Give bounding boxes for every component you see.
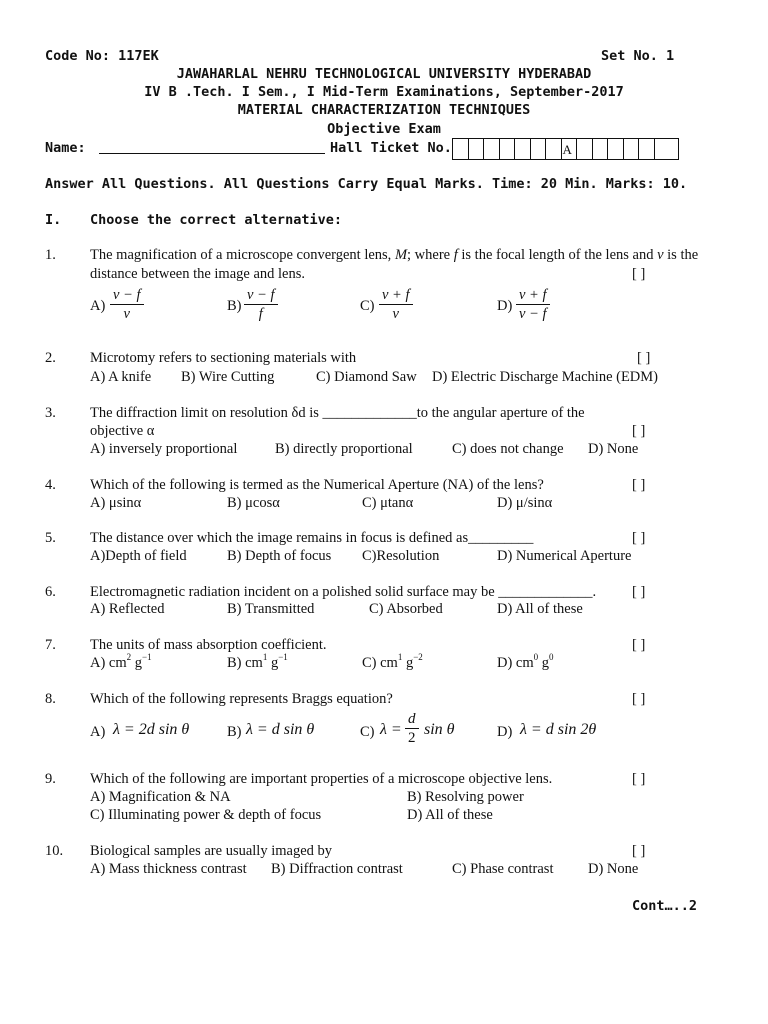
option-fraction: v − f v <box>110 286 144 323</box>
option-fraction: v + f v <box>379 286 413 323</box>
option: D) All of these <box>497 601 583 617</box>
hall-ticket-cell <box>515 139 531 159</box>
option: D) None <box>588 861 639 877</box>
option: A)Depth of field <box>90 548 187 564</box>
option-fraction: d 2 <box>405 710 419 747</box>
option: A) Reflected <box>90 601 165 617</box>
name-label: Name: <box>45 140 86 156</box>
option-label: C) <box>360 298 375 314</box>
option-equation: λ = 2d sin θ <box>113 721 190 738</box>
option-label: A) <box>90 298 106 314</box>
question-number: 8. <box>45 691 56 707</box>
subject-title: MATERIAL CHARACTERIZATION TECHNIQUES <box>237 102 531 118</box>
option: D) Numerical Aperture <box>497 548 632 564</box>
option: A) μsinα <box>90 495 142 511</box>
option: A) inversely proportional <box>90 441 238 457</box>
option: C) Illuminating power & depth of focus <box>90 807 322 823</box>
option: D) All of these <box>407 807 493 823</box>
option: A) A knife <box>90 369 152 385</box>
hall-ticket-cell <box>500 139 516 159</box>
option: C) Diamond Saw <box>316 369 417 385</box>
question-text: Which of the following represents Braggs equation? <box>90 691 393 707</box>
question-text-line2: objective α <box>90 423 155 439</box>
option: B) Wire Cutting <box>181 369 275 385</box>
section-title: Choose the correct alternative: <box>90 212 342 228</box>
option-label: D) <box>497 724 513 740</box>
hall-ticket-cell <box>531 139 547 159</box>
option-label: D) <box>497 298 513 314</box>
option: A) Magnification & NA <box>90 789 231 805</box>
question-number: 6. <box>45 584 56 600</box>
hall-ticket-cell <box>608 139 624 159</box>
question-number: 7. <box>45 637 56 653</box>
answer-bracket: [ ] <box>632 530 646 546</box>
hall-ticket-boxes <box>452 138 679 160</box>
name-blank-line <box>99 153 325 154</box>
option: B) directly proportional <box>275 441 413 457</box>
answer-bracket: [ ] <box>632 423 646 439</box>
option: B) $cm^1$ $g^{-1}$ <box>227 652 288 671</box>
question-text: The diffraction limit on resolution δd is _____________to the angular aperture of the <box>90 405 585 421</box>
option: B) Depth of focus <box>227 548 332 564</box>
hall-ticket-cell <box>655 139 671 159</box>
option: C) $cm^1$ $g^{-2}$ <box>362 652 423 671</box>
question-text: Biological samples are usually imaged by <box>90 843 333 859</box>
hall-ticket-cell <box>453 139 469 159</box>
question-text: Which of the following is termed as the Numerical Aperture (NA) of the lens? <box>90 477 544 493</box>
answer-bracket: [ ] <box>632 637 646 653</box>
continued-label: Cont…..2 <box>632 898 698 914</box>
answer-bracket: [ ] <box>637 350 651 366</box>
option: C) does not change <box>452 441 564 457</box>
question-text: The magnification of a microscope convergent lens, M; where f is the focal length of the lens and v is the <box>90 247 699 263</box>
hall-ticket-cell: A <box>562 139 578 159</box>
question-number: 4. <box>45 477 56 493</box>
question-text: The distance over which the image remains in focus is defined as_________ <box>90 530 534 546</box>
question-text: Electromagnetic radiation incident on a polished solid surface may be _____________. <box>90 584 597 600</box>
option: B) Resolving power <box>407 789 524 805</box>
option: B) Transmitted <box>227 601 315 617</box>
option: A) Mass thickness contrast <box>90 861 247 877</box>
hall-ticket-cell <box>624 139 640 159</box>
answer-bracket: [ ] <box>632 477 646 493</box>
option: D) Electric Discharge Machine (EDM) <box>432 369 659 385</box>
option: A) $cm^2$ $g^{-1}$ <box>90 652 152 671</box>
option-fraction: v − f f <box>244 286 278 323</box>
hall-ticket-cell <box>546 139 562 159</box>
set-number: Set No. 1 <box>601 48 675 64</box>
question-number: 1. <box>45 247 56 263</box>
option: B) Diffraction contrast <box>271 861 403 877</box>
hall-ticket-cell <box>639 139 655 159</box>
question-number: 9. <box>45 771 56 787</box>
option-equation: λ = d sin 2θ <box>520 721 597 738</box>
hall-ticket-cell <box>484 139 500 159</box>
section-number: I. <box>45 212 62 228</box>
option-label: B) <box>227 724 242 740</box>
answer-bracket: [ ] <box>632 691 646 707</box>
hall-ticket-label: Hall Ticket No. <box>330 140 452 156</box>
question-number: 10. <box>45 843 64 859</box>
exam-type: Objective Exam <box>327 121 441 137</box>
answer-bracket: [ ] <box>632 266 646 282</box>
option-label: A) <box>90 724 106 740</box>
hall-ticket-cell <box>577 139 593 159</box>
code-number: Code No: 117EK <box>45 48 159 64</box>
exam-title: IV B .Tech. I Sem., I Mid-Term Examinations, September-2017 <box>144 84 624 100</box>
option: C) μtanα <box>362 495 414 511</box>
question-number: 5. <box>45 530 56 546</box>
option: D) None <box>588 441 639 457</box>
answer-bracket: [ ] <box>632 771 646 787</box>
option: C) Phase contrast <box>452 861 554 877</box>
option: C)Resolution <box>362 548 440 564</box>
option-equation: λ = d sin θ <box>246 721 315 738</box>
question-text-line2: distance between the image and lens. <box>90 266 306 282</box>
question-text: The units of mass absorption coefficient. <box>90 637 327 653</box>
option-label: B) <box>227 298 242 314</box>
option: C) Absorbed <box>369 601 443 617</box>
question-text: Microtomy refers to sectioning materials with <box>90 350 357 366</box>
hall-ticket-cell <box>593 139 609 159</box>
hall-ticket-cell <box>469 139 485 159</box>
option-equation-lhs: λ = <box>380 721 402 738</box>
option-label: C) <box>360 724 375 740</box>
question-text: Which of the following are important properties of a microscope objective lens. <box>90 771 553 787</box>
option: D) μ/sinα <box>497 495 553 511</box>
answer-bracket: [ ] <box>632 584 646 600</box>
question-number: 2. <box>45 350 56 366</box>
instructions: Answer All Questions. All Questions Carry Equal Marks. Time: 20 Min. Marks: 10. <box>45 176 688 192</box>
answer-bracket: [ ] <box>632 843 646 859</box>
option-fraction: v + f v − f <box>516 286 550 323</box>
university-name: JAWAHARLAL NEHRU TECHNOLOGICAL UNIVERSITY HYDERABAD <box>176 66 592 82</box>
option-equation-rhs: sin θ <box>424 721 455 738</box>
question-number: 3. <box>45 405 56 421</box>
option: D) $cm^0$ $g^0$ <box>497 652 554 671</box>
option: B) μcosα <box>227 495 280 511</box>
